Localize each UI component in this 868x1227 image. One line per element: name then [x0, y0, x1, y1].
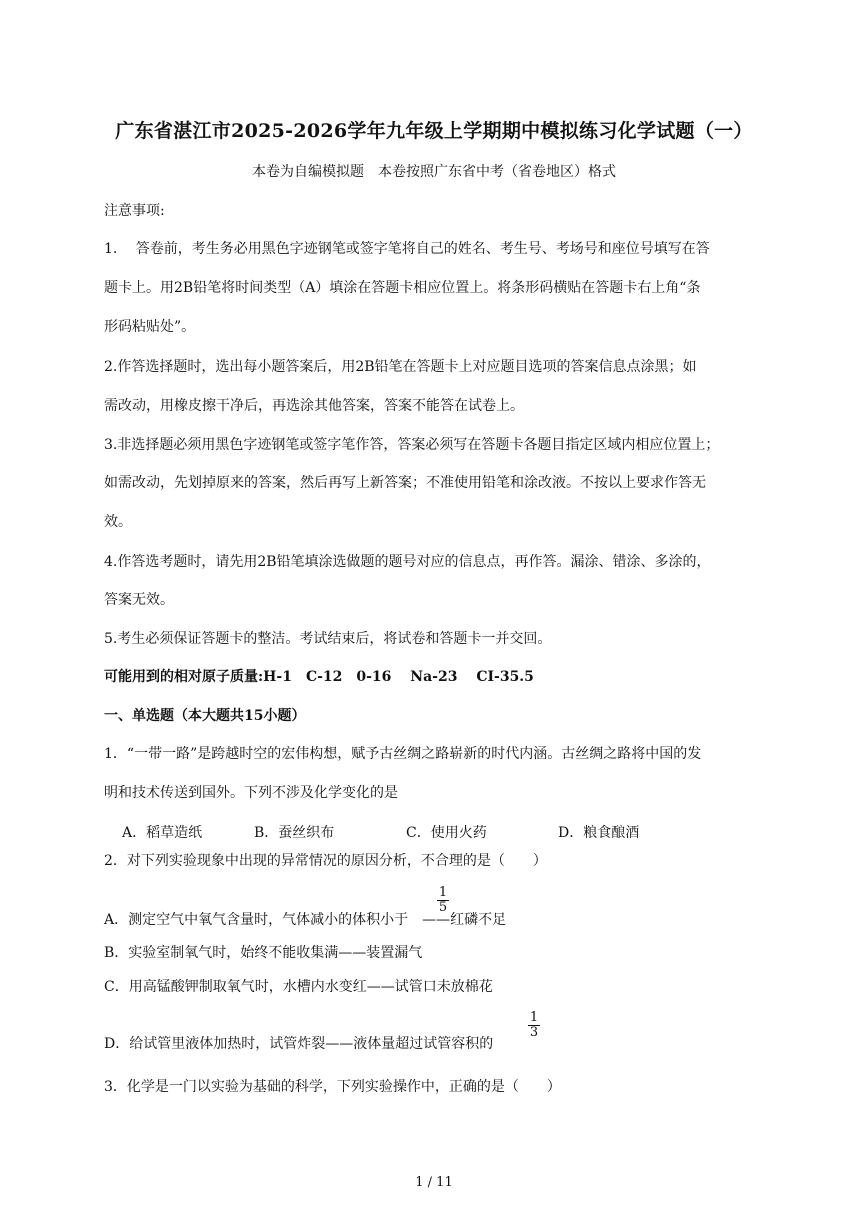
notice-3-line-2: 如需改动，先划掉原来的答案，然后再写上新答案；不准使用铅笔和涂改液。不按以上要求作答无	[104, 475, 706, 491]
page-number: 1 / 11	[415, 1175, 453, 1190]
notice-1-line-2: 题卡上。用2B铅笔将时间类型（A）填涂在答题卡相应位置上。将条形码横贴在答题卡右上角“条	[104, 280, 701, 296]
q2-option-a-suffix: ——红磷不足	[422, 912, 507, 928]
notice-1-line-1: 1. 答卷前，考生务必用黑色字迹钢笔或签字笔将自己的姓名、考生号、考场号和座位号填写在答	[104, 241, 710, 257]
q2-option-a-text: A．测定空气中氧气含量时，气体减小的体积小于	[104, 912, 409, 928]
notice-heading: 注意事项:	[104, 203, 165, 219]
q1-option-b: B．蚕丝织布	[254, 825, 335, 841]
fraction-one-fifth: $\frac{1}{5}$	[438, 885, 448, 915]
fraction-one-third: $\frac{1}{3}$	[529, 1010, 539, 1040]
q1-option-d: D．粮食酿酒	[558, 825, 640, 841]
section-1-heading: 一、单选题（本大题共15小题）	[104, 708, 306, 724]
q1-option-c: C．使用火药	[406, 825, 487, 841]
notice-2-line-2: 需改动，用橡皮擦干净后，再选涂其他答案，答案不能答在试卷上。	[104, 398, 524, 414]
notice-4-line-1: 4.作答选考题时，请先用2B铅笔填涂选做题的题号对应的信息点，再作答。漏涂、错涂、多涂的，	[104, 554, 711, 570]
exam-title: 广东省湛江市2025-2026学年九年级上学期期中模拟练习化学试题（一）	[115, 120, 753, 142]
q1-option-a: A．稻草造纸	[122, 825, 203, 841]
atomic-masses: 可能用到的相对原子质量:H-1 C-12 0-16 Na-23 CI-35.5	[104, 669, 534, 685]
notice-2-line-1: 2.作答选择题时，选出每小题答案后，用2B铅笔在答题卡上对应题目选项的答案信息点涂黑；如	[104, 359, 697, 375]
notice-4-line-2: 答案无效。	[104, 592, 174, 608]
q2-option-c: C．用高锰酸钾制取氧气时，水槽内水变红——试管口未放棉花	[104, 979, 493, 995]
notice-1-line-3: 形码粘贴处”。	[104, 319, 196, 335]
notice-3-line-1: 3.非选择题必须用黑色字迹钢笔或签字笔作答，答案必须写在答题卡各题目指定区域内相应位置上；	[104, 437, 720, 453]
notice-3-line-3: 效。	[104, 514, 132, 530]
q1-stem-line-1: 1．“一带一路”是跨越时空的宏伟构想，赋予古丝绸之路崭新的时代内涵。古丝绸之路将中国的发	[104, 746, 702, 762]
q2-option-b: B．实验室制氧气时，始终不能收集满——装置漏气	[104, 945, 423, 961]
notice-5-line-1: 5.考生必须保证答题卡的整洁。考试结束后，将试卷和答题卡一并交回。	[104, 631, 552, 647]
q2-stem: 2．对下列实验现象中出现的异常情况的原因分析，不合理的是（ ）	[104, 853, 547, 869]
exam-subtitle: 本卷为自编模拟题 本卷按照广东省中考（省卷地区）格式	[252, 164, 616, 180]
q2-option-d: D．给试管里液体加热时，试管炸裂——液体量超过试管容积的	[104, 1036, 494, 1052]
q1-stem-line-2: 明和技术传送到国外。下列不涉及化学变化的是	[104, 785, 398, 801]
q3-stem: 3．化学是一门以实验为基础的科学，下列实验操作中，正确的是（ ）	[104, 1079, 561, 1095]
